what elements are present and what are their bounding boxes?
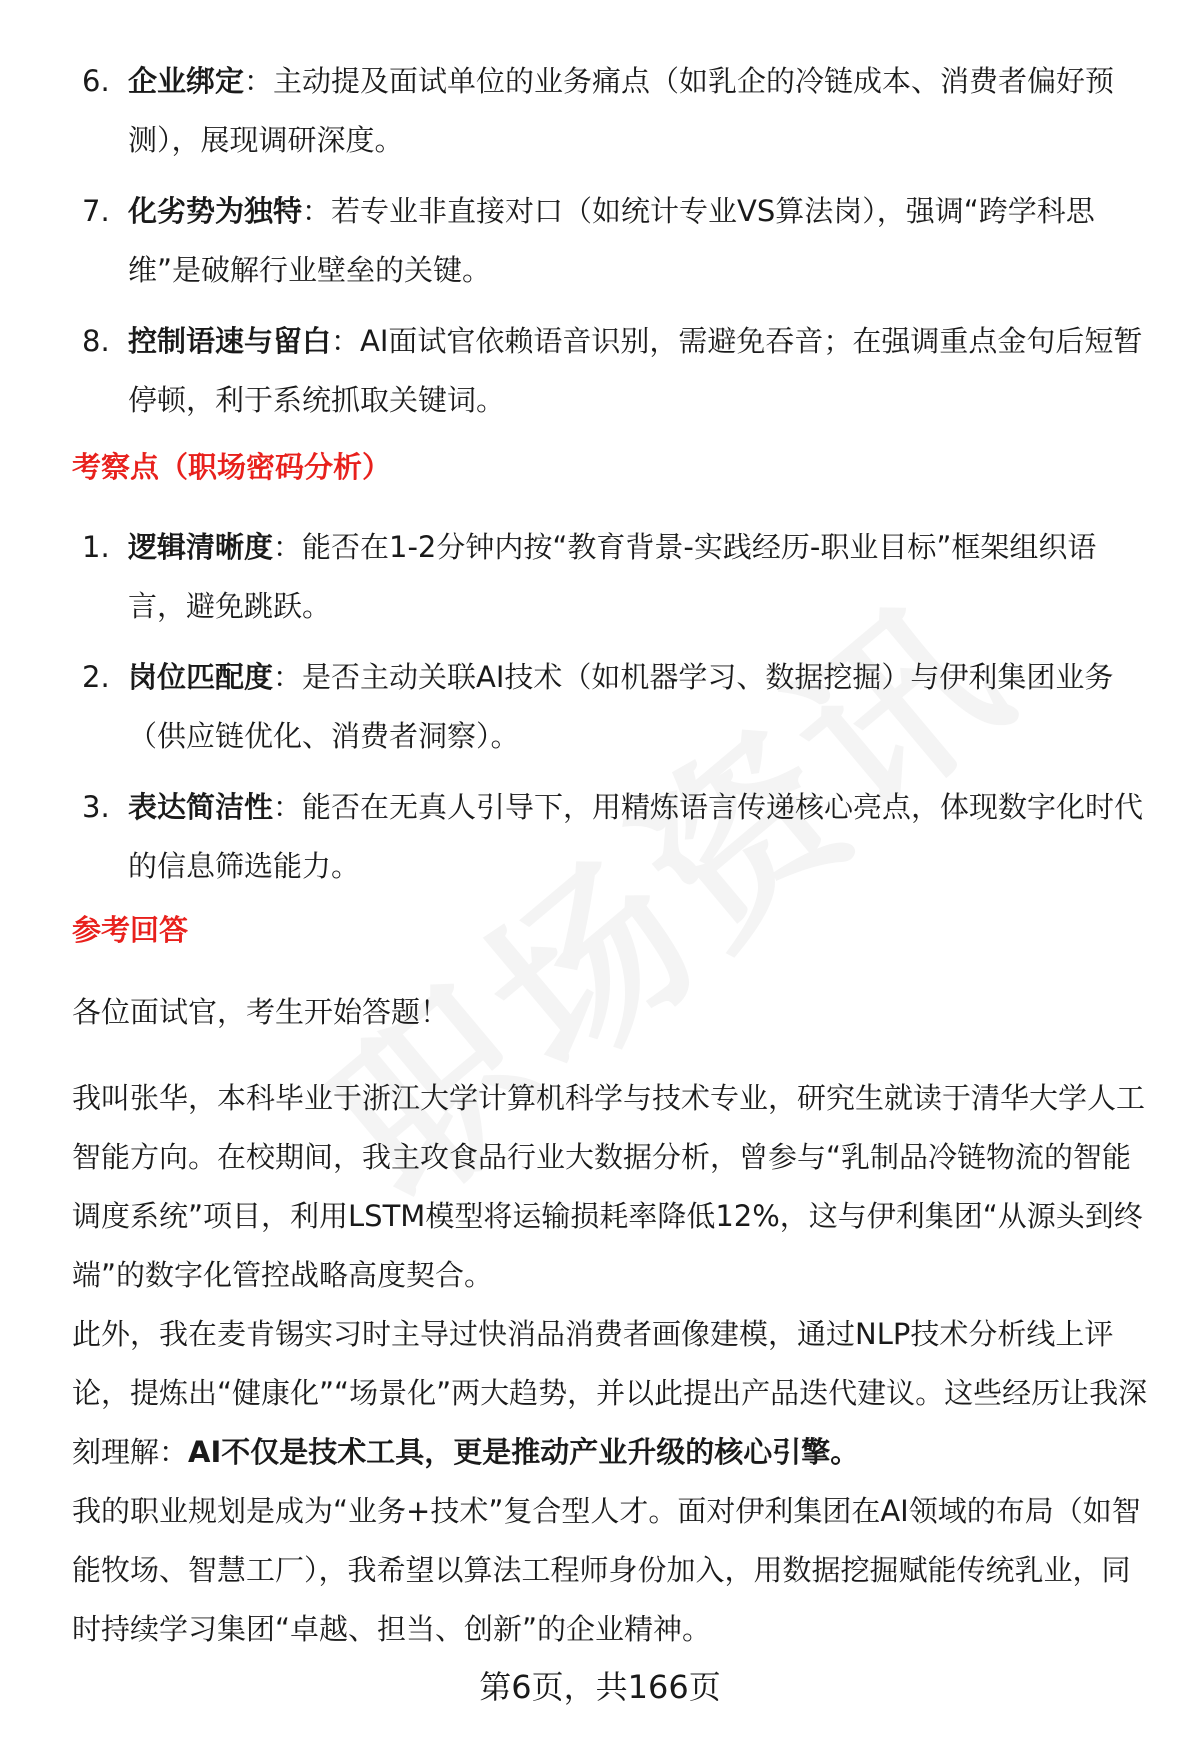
list-number: 7. [82, 194, 110, 228]
section-title-assessment: 考察点（职场密码分析） [72, 450, 392, 484]
answer-greeting: 各位面试官，考生开始答题！ [72, 995, 450, 1029]
answer-highlight: AI不仅是技术工具，更是推动产业升级的核心引擎。 [188, 1435, 860, 1469]
list-text: ：AI面试官依赖语音识别，需避免吞音；在强调重点金句后短暂停顿，利于系统抓取关键词。 [128, 324, 1143, 417]
list-item [0, 518, 1200, 636]
list-text: ：是否主动关联AI技术（如机器学习、数据挖掘）与伊利集团业务（供应链优化、消费者洞察）。 [128, 660, 1114, 753]
list-item [0, 182, 1200, 300]
list-text: ：若专业非直接对口（如统计专业VS算法岗），强调“跨学科思维”是破解行业壁垒的关键。 [128, 194, 1095, 287]
list-text: ：能否在1-2分钟内按“教育背景-实践经历-职业目标”框架组织语言，避免跳跃。 [128, 530, 1097, 623]
tips-list [0, 52, 1200, 442]
list-term: 企业绑定 [128, 64, 245, 98]
list-text: ：主动提及面试单位的业务痛点（如乳企的冷链成本、消费者偏好预测），展现调研深度。 [128, 64, 1115, 157]
page-number: 第6页，共166页 [479, 1668, 721, 1706]
section-title-reference-answer: 参考回答 [72, 913, 189, 947]
list-item [0, 52, 1200, 170]
list-item [0, 648, 1200, 766]
list-item [0, 312, 1200, 430]
list-item [0, 778, 1200, 896]
list-term: 逻辑清晰度 [128, 530, 274, 564]
list-number: 1. [82, 530, 110, 564]
list-term: 控制语速与留白 [128, 324, 332, 358]
list-number: 2. [82, 660, 110, 694]
list-text: ：能否在无真人引导下，用精炼语言传递核心亮点，体现数字化时代的信息筛选能力。 [128, 790, 1144, 883]
list-term: 化劣势为独特 [128, 194, 303, 228]
list-number: 6. [82, 64, 110, 98]
list-term: 表达简洁性 [128, 790, 274, 824]
list-number: 3. [82, 790, 110, 824]
answer-paragraph: 我的职业规划是成为“业务+技术”复合型人才。面对伊利集团在AI领域的布局（如智能牧场、智慧工厂），我希望以算法工程师身份加入，用数据挖掘赋能传统乳业，同时持续学习集团“卓越、担当、创新”的企业精神。 [72, 1494, 1141, 1646]
answer-paragraph: 我叫张华，本科毕业于浙江大学计算机科学与技术专业，研究生就读于清华大学人工智能方向。在校期间，我主攻食品行业大数据分析，曾参与“乳制品冷链物流的智能调度系统”项目，利用LSTM模型将运输损耗率降低12%，这与伊利集团“从源头到终端”的数字化管控战略高度契合。 [72, 1081, 1146, 1292]
answer-text: 此外，我在麦肯锡实习时主导过快消品消费者画像建模，通过NLP技术分析线上评论，提炼出“健康化”“场景化”两大趋势，并以此提出产品迭代建议。这些经历让我深刻理解： [72, 1317, 1148, 1469]
answer-paragraph [72, 1305, 1152, 1482]
list-term: 岗位匹配度 [128, 660, 274, 694]
assessment-list [0, 518, 1200, 908]
list-number: 8. [82, 324, 110, 358]
